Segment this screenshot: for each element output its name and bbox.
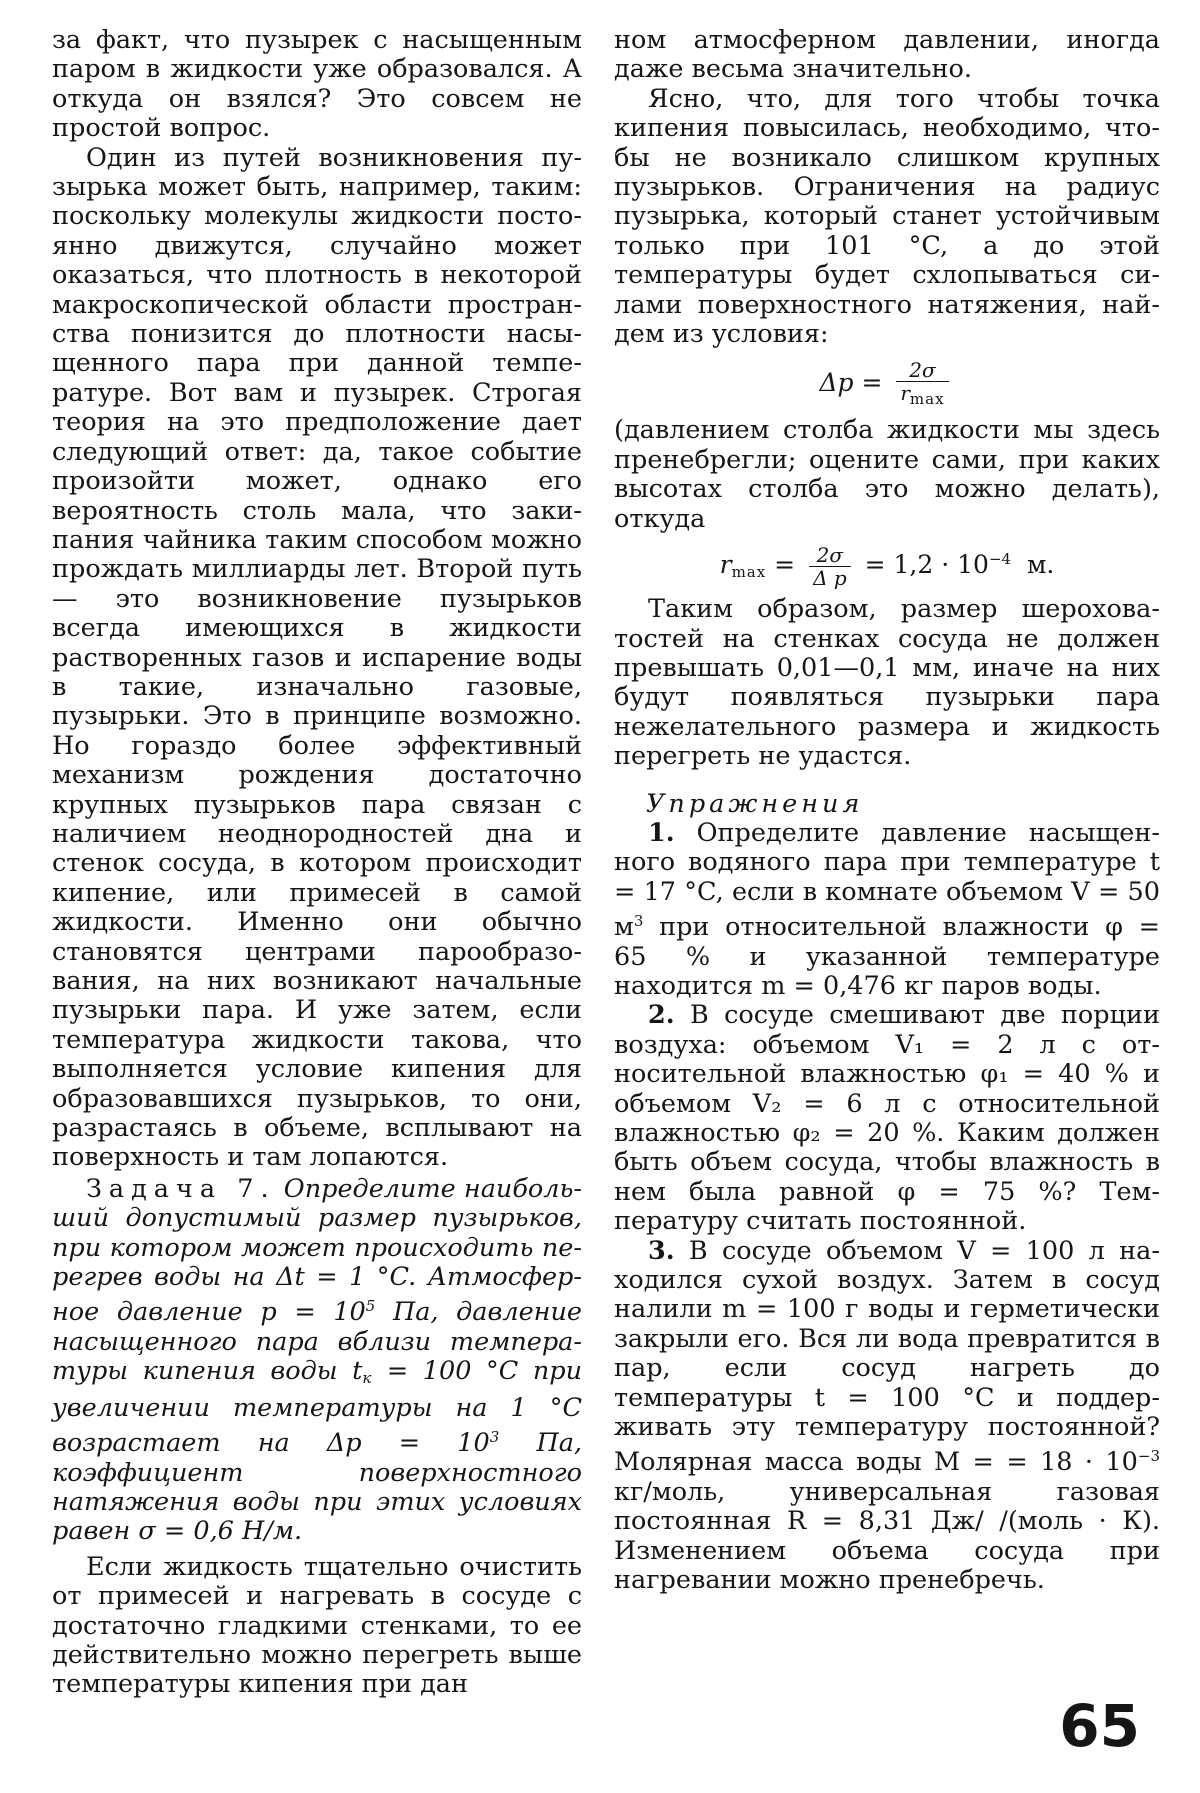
- exercise-1: 1. Определите давление насыщенного водяного пара при температуре t = 17 °C, если в комнате объемом V = 50 $м^3$ при относительной влажности φ = 65 % и указанной температуре находится m = 0,476 кг паров воды.: [614, 817, 1160, 1001]
- exercises-list: [614, 819, 1160, 1596]
- paragraph: за факт, что пузырек с насыщенным паром в жидкости уже образовался. А откуда он взялся? Это совсем не простой вопрос.: [52, 25, 582, 144]
- task-7: [52, 1175, 582, 1547]
- right-column: [614, 26, 1160, 1596]
- paragraph: Ясно, что, для того чтобы точка кипения повысилась, необходимо, чтобы не возникало слишком крупных пузырьков. Ограничения на радиус пузырька, который станет устойчивым только при 101 °C, а до этой температуры будет схлопываться силами поверхностного натяжения, найдем из условия:: [614, 83, 1160, 350]
- formula-delta-p: Δp = $\frac{2\sigma}{r_{max}}$: [614, 359, 1160, 410]
- paragraph: Таким образом, размер шероховатостей на стенках сосуда не должен превышать 0,01—0,1 мм, иначе на них будут появляться пузырьки пара нежелательного размера и жидкость перегреть не удастся.: [614, 594, 1160, 772]
- exercises-heading: Упражнения: [646, 788, 864, 819]
- paragraph: (давлением столба жидкости мы здесь пренебрегли; оцените сами, при каких высотах столба это можно делать), откуда: [614, 415, 1160, 534]
- left-column: [52, 26, 582, 1700]
- page-number: 65: [1059, 1692, 1140, 1760]
- fraction: $\frac{2\sigma}{\text{Δ p}}$: [809, 544, 851, 589]
- fraction: $\frac{2\sigma}{r_{max}}$: [896, 359, 948, 410]
- task-text: Определите наибольший допустимый размер пузырьков, при котором может происходить перегрев воды на Δt = 1 °C. Атмосферное давление $p = 10^5$ Па, давление насыщенного пара вблизи температуры кипения воды $t_к = 100$ °C при увеличении температуры на 1 °C возрастает на $\Delta p = 10^3$ Па, коэффициент поверхностного натяжения воды при этих условиях равен σ = 0,6 Н/м.: [52, 1173, 583, 1547]
- formula-r-max: $r_{max}$ = $\frac{2\sigma}{\text{Δ p}}$ = $1,2 \cdot 10^{-4}$ м.: [719, 543, 1055, 591]
- paragraph: Если жидкость тщательно очистить от примесей и нагревать в сосуде с достаточно гладкими стенками, то ее действительно можно перегреть выше температуры кипения при дан: [52, 1551, 582, 1700]
- paragraph: Один из путей возникновения пузырька может быть, например, таким: поскольку молекулы жидкости постоянно движутся, случайно может оказаться, что плотность в некоторой макроскопической области пространства понизится до плотности насыщенного пара при данной температуре. Вот вам и пузырек. Строгая теория на это предположение дает следующий ответ: да, такое событие произойти может, однако его вероятность столь мала, что закипания чайника таким способом можно прождать миллиарды лет. Второй путь — это возникновение пузырьков всегда имеющихся в жидкости растворенных газов и испарение воды в такие, изначально газовые, пузырьки. Это в принципе возможно. Но гораздо более эффективный механизм рождения достаточно крупных пузырьков пара связан с наличием неоднородностей дна и стенок сосуда, в котором происходит кипение, или примесей в самой жидкости. Именно они обычно становятся центрами парообразования, на них возникают начальные пузырьки пара. И уже затем, если температура жидкости такова, что выполняется условие кипения для образовавшихся пузырьков, то они, разрастаясь в объеме, всплывают на поверхность и там лопаются.: [52, 142, 582, 1173]
- exercise-2: 2. В сосуде смешивают две порции воздуха: объемом V₁ = 2 л с относительной влажностью φ₁ = 40 % и объемом V₂ = 6 л с относительной влажностью φ₂ = 20 %. Каким должен быть объем сосуда, чтобы влажность в нем была равной φ = 75 %? Температуру считать постоянной.: [614, 1000, 1160, 1237]
- task-label: Задача 7.: [86, 1173, 276, 1204]
- paragraph: ном атмосферном давлении, иногда даже весьма значительно.: [614, 25, 1160, 85]
- exercise-3: 3. В сосуде объемом V = 100 л находился сухой воздух. Затем в сосуд налили m = 100 г воды и герметически закрыли его. Вся ли вода превратится в пар, если сосуд нагреть до температуры t = 100 °C и поддерживать эту температуру постоянной? Молярная масса воды M = = $18 \cdot 10^{-3}$ кг/моль, универсальная газовая постоянная R = 8,31 Дж/ /(моль · К). Изменением объема сосуда при нагревании можно пренебречь.: [614, 1235, 1160, 1596]
